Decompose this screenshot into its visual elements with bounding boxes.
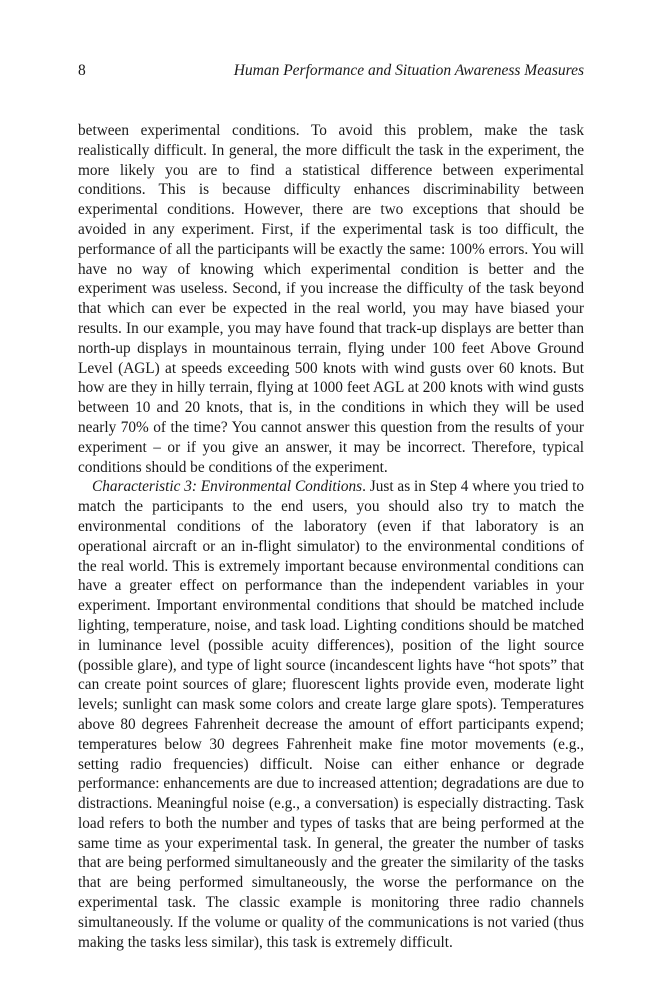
running-title: Human Performance and Situation Awareness Measures xyxy=(233,62,584,79)
run-in-heading: Characteristic 3: Environmental Conditions xyxy=(92,478,363,496)
paragraph-environmental-conditions xyxy=(78,477,584,952)
paragraph-difficulty: between experimental conditions. To avoid this problem, make the task realistically difficult. In general, the more difficult the task in the experiment, the more likely you are to find a statistical difference between experimental conditions. This is because difficulty enhances discriminability between experimental conditions. However, there are two exceptions that should be avoided in any experiment. First, if the experimental task is too difficult, the performance of all the participants will be exactly the same: 100% errors. You will have no way of knowing which experimental condition is better and the experiment was useless. Second, if you increase the difficulty of the task beyond that which can ever be expected in the real world, you may have biased your results. In our example, you may have found that track-up displays are better than north-up displays in mountainous terrain, flying under 100 feet Above Ground Level (AGL) at speeds exceeding 500 knots with wind gusts over 60 knots. But how are they in hilly terrain, flying at 1000 feet AGL at 200 knots with wind gusts between 10 and 20 knots, that is, in the conditions in which they will be used nearly 70% of the time? You cannot answer this question from the results of your experiment – or if you give an answer, it may be incorrect. Therefore, typical conditions should be conditions of the experiment. xyxy=(78,122,584,476)
page-number: 8 xyxy=(78,62,86,79)
body-text xyxy=(78,121,584,952)
running-head xyxy=(78,60,584,82)
paragraph-environmental-text: . Just as in Step 4 where you tried to match the participants to the end users, you should also try to match the environmental conditions of the laboratory (even if that laboratory is an operational aircraft or an in-flight simulator) to the environmental conditions of the real world. This is extremely important because environmental conditions can have a greater effect on performance than the independent variables in your experiment. Important environmental conditions that should be matched include lighting, temperature, noise, and task load. Lighting conditions should be matched in luminance level (possible acuity differences), position of the light source (possible glare), and type of light source (incandescent lights have “hot spots” that can create point sources of glare; fluorescent lights provide even, moderate light levels; sunlight can mask some colors and create large glare spots). Temperatures above 80 degrees Fahrenheit decrease the amount of effort participants expend; temperatures below 30 degrees Fahrenheit make fine motor movements (e.g., setting radio frequencies) difficult. Noise can either enhance or degrade performance: enhancements are due to increased attention; degradations are due to distractions. Meaningful noise (e.g., a conversation) is especially distracting. Task load refers to both the number and types of tasks that are being performed at the same time as your experimental task. In general, the greater the number of tasks that are being performed simultaneously and the greater the similarity of the tasks that are being performed simultaneously, the worse the performance on the experimental task. The classic example is monitoring three radio channels simultaneously. If the volume or quality of the communications is not varied (thus making the tasks less similar), this task is extremely difficult. xyxy=(78,478,584,951)
